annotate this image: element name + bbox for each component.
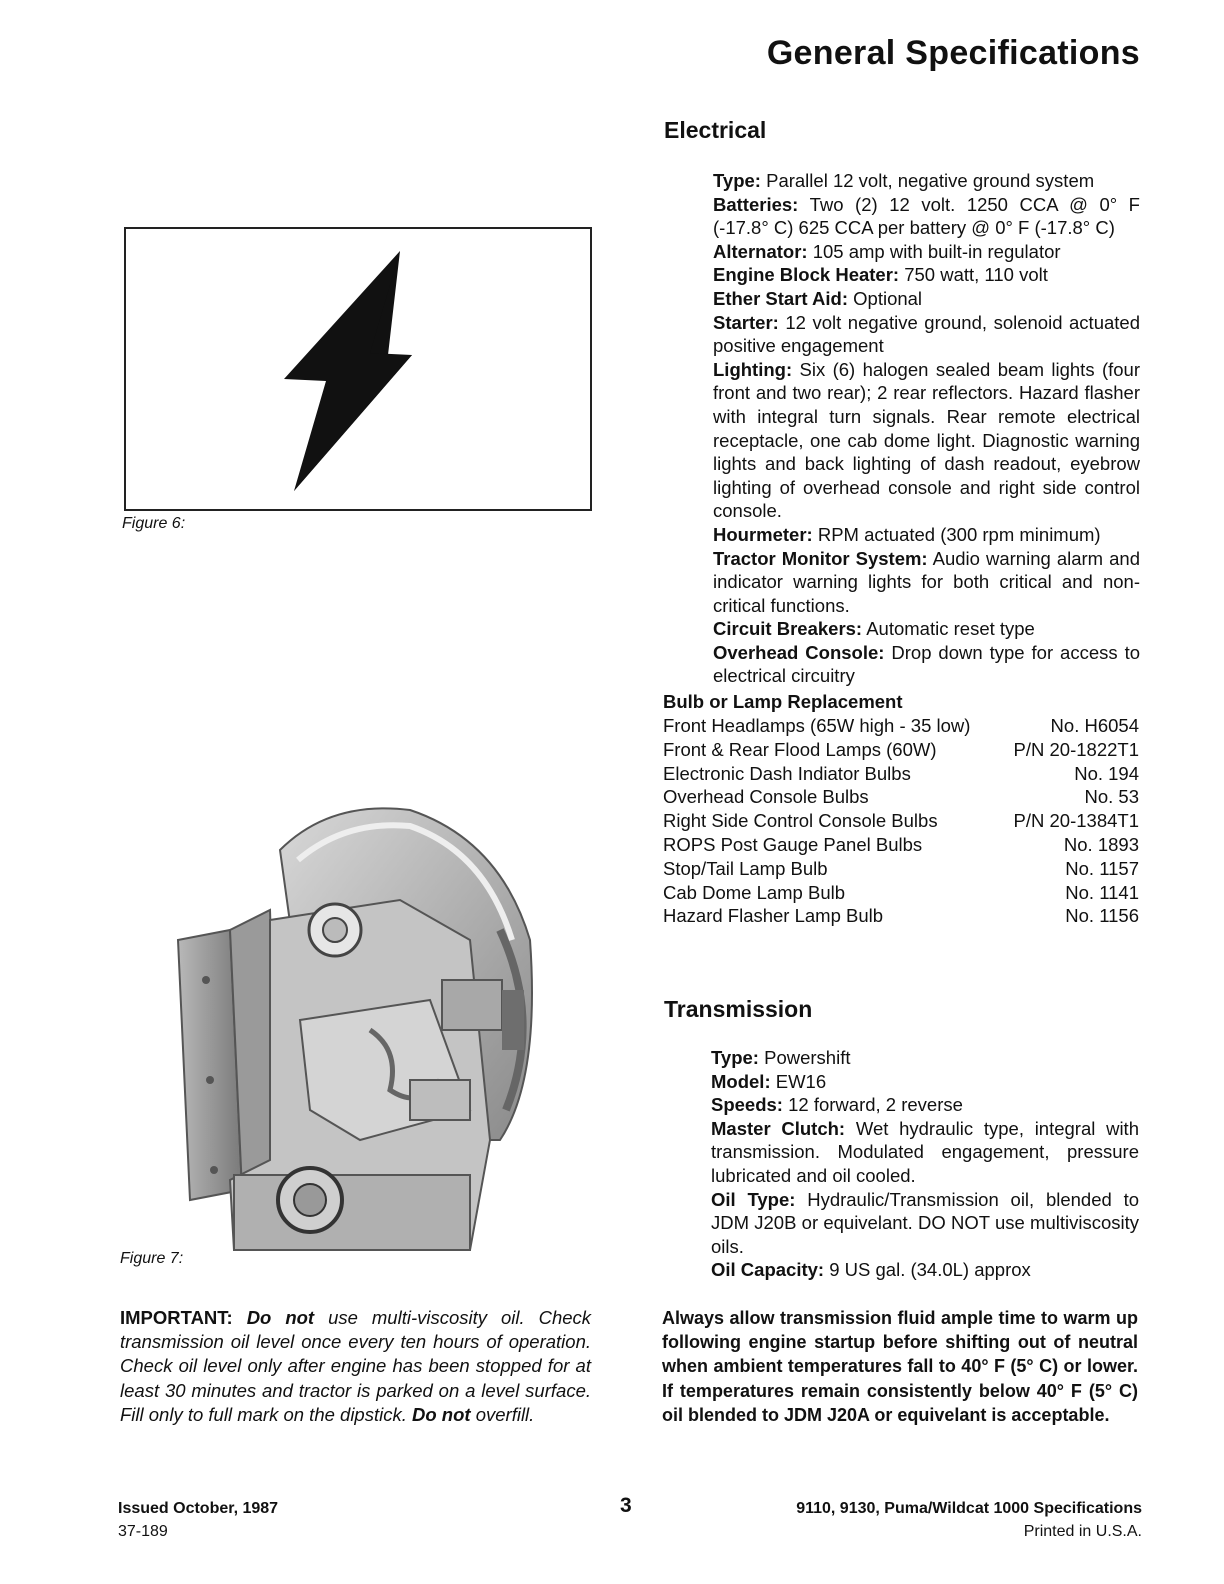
footer-issued: Issued October, 1987 [118,1500,279,1517]
table-row: Cab Dome Lamp Bulb No. 1141 [663,881,1139,903]
important-text-2: overfill. [475,1403,535,1425]
spec-batteries: Batteries: Two (2) 12 volt. 1250 CCA @ 0° F (-17.8° C) 625 CCA per battery @ 0° F (-17.8° C) [713,193,1140,239]
spec-type: Type: Parallel 12 volt, negative ground system [713,170,1095,191]
electrical-specs [713,169,1140,688]
figure-6-frame [124,227,592,511]
footer-models: 9110, 9130, Puma/Wildcat 1000 Specifications [796,1500,1142,1517]
important-text-1: use multi-viscosity oil. Check transmission oil level once every ten hours of operation. Check oil level only after engine has been stopped for at least 30 minutes and tractor is parked on a level surface. Fill only to full mark on the dipstick. [120,1307,592,1425]
table-row: Stop/Tail Lamp Bulb No. 1157 [663,857,1139,879]
bulb-replacement-heading: Bulb or Lamp Replacement [663,691,903,712]
spec-trans-speeds: Speeds: 12 forward, 2 reverse [711,1094,963,1116]
table-row: Right Side Control Console Bulbs P/N 20-1384T1 [663,810,1139,832]
important-emph-1: Do not [246,1307,315,1328]
spec-oil-capacity: Oil Capacity: 9 US gal. (34.0L) approx [711,1259,1031,1281]
table-row: Front & Rear Flood Lamps (60W) P/N 20-1822T1 [663,738,1139,760]
spec-trans-type: Type: Powershift [711,1047,851,1068]
spec-lighting: Lighting: Six (6) halogen sealed beam lights (four front and two rear); 2 rear reflectors. Hazard flasher with integral turn signals. Rear remote electrical receptacle, one cab dome light. Diagnostic warning lights and back lighting of dash readout, eyebrow lighting of overhead console and right side control console. [713,358,1140,522]
table-row: Front Headlamps (65W high - 35 low) No. H6054 [663,715,1139,736]
transmission-heading: Transmission [664,996,813,1022]
table-row: Hazard Flasher Lamp Bulb No. 1156 [663,905,1139,927]
spec-engine-block-heater: Engine Block Heater: 750 watt, 110 volt [713,264,1048,286]
important-label: IMPORTANT: [120,1307,233,1328]
spec-alternator: Alternator: 105 amp with built-in regulator [713,240,1061,262]
footer-printed: Printed in U.S.A. [1023,1523,1142,1540]
footer-doc-number: 37-189 [118,1523,168,1540]
spec-trans-model: Model: EW16 [711,1070,827,1092]
bulb-table [663,714,1139,928]
electrical-heading: Electrical [664,117,767,143]
spec-master-clutch: Master Clutch: Wet hydraulic type, integral with transmission. Modulated engagement, pressure lubricated and oil cooled. [711,1117,1139,1186]
table-row: Overhead Console Bulbs No. 53 [663,786,1139,808]
figure-6-caption: Figure 6: [122,515,186,532]
lightning-bolt-icon [126,229,590,509]
transmission-specs [711,1046,1139,1282]
figure-7-caption: Figure 7: [120,1250,184,1267]
spec-oil-type: Oil Type: Hydraulic/Transmission oil, blended to JDM J20B or equivelant. DO NOT use multiviscosity oils. [711,1188,1140,1257]
important-note [120,1306,591,1427]
page-title: General Specifications [766,34,1140,72]
spec-tractor-monitor: Tractor Monitor System: Audio warning alarm and indicator warning lights for both critical and non-critical functions. [713,547,1140,616]
table-row: Electronic Dash Indiator Bulbs No. 194 [663,762,1139,784]
spec-starter: Starter: 12 volt negative ground, solenoid actuated positive engagement [713,311,1140,357]
spec-circuit-breakers: Circuit Breakers: Automatic reset type [713,618,1035,640]
page-number: 3 [620,1494,632,1517]
important-emph-2: Do not [412,1403,471,1425]
spec-hourmeter: Hourmeter: RPM actuated (300 rpm minimum) [713,523,1101,545]
spec-overhead-console: Overhead Console: Drop down type for access to electrical circuitry [713,641,1140,687]
transmission-warning: Always allow transmission fluid ample time to warm up following engine startup before shifting out of neutral when ambient temperatures fall to 40° F (5° C) or lower. If temperatures remain consistently below 40° F (5° C) oil blended to JDM J20A or equivelant is acceptable. [662,1308,1138,1425]
table-row: ROPS Post Gauge Panel Bulbs No. 1893 [663,833,1139,855]
figure-7-transmission-image [170,780,550,1260]
spec-ether-start-aid: Ether Start Aid: Optional [713,287,923,309]
